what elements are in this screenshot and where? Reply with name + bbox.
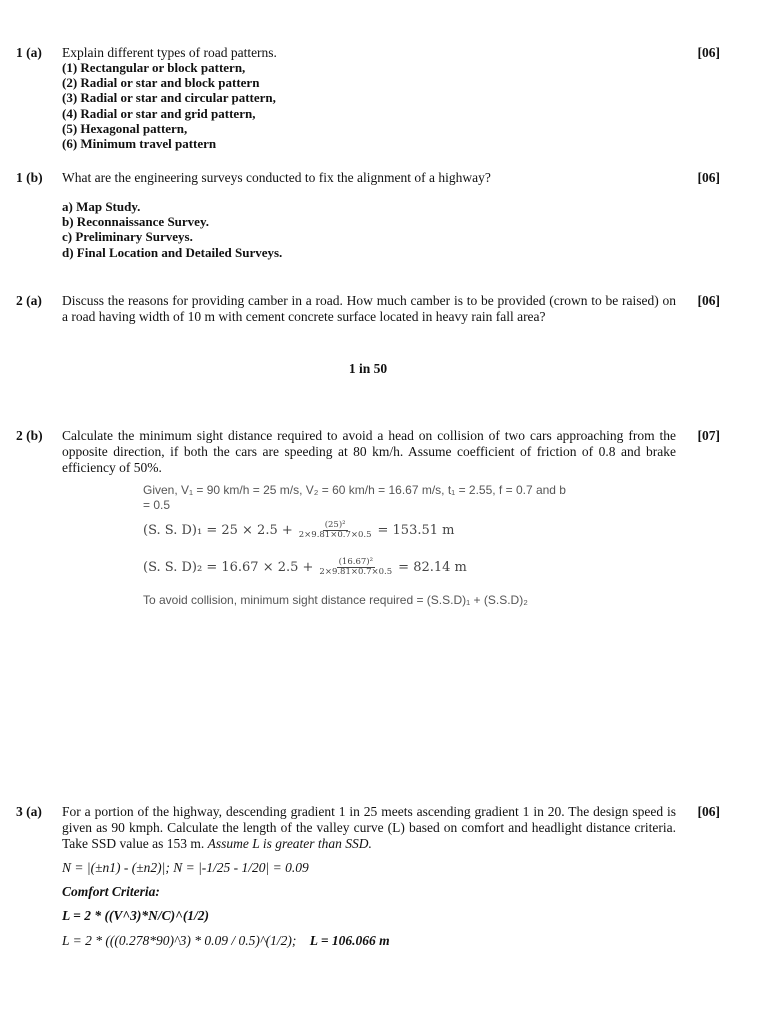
n-calculation: N = |(±n1) - (±n2)|; N = |-1/25 - 1/20| = 0.09 [62,860,309,875]
equation-lhs: (S. S. D)₁ = 25 × 2.5 + [143,523,293,538]
ssd2-equation [143,558,467,577]
answer-list [62,199,282,260]
question-body: For a portion of the highway, descending gradient 1 in 25 meets ascending gradient 1 in 20. The design speed is given as 90 kmph. Calculate the length of the valley curve (L) based on comfort and headlight distance criteria. Take SSD value as 153 m. [62,804,676,851]
question-text: Explain different types of road patterns. [62,45,277,60]
marks: [06] [697,804,720,819]
list-item: (3) Radial or star and circular pattern, [62,90,276,106]
fraction [297,521,374,540]
equation-rhs: = 82.14 m [398,560,467,575]
question-text: What are the engineering surveys conducted to fix the alignment of a highway? [62,170,491,185]
question-text: Discuss the reasons for providing camber in a road. How much camber is to be provided (crown to be raised) on a road having width of 10 m with cement concrete surface located in heavy rain fall area? [62,293,676,324]
ssd1-equation [143,521,454,540]
list-item: b) Reconnaissance Survey. [62,214,209,230]
marks: [06] [697,170,720,185]
list-item: (1) Rectangular or block pattern, [62,60,246,75]
comfort-criteria-heading: Comfort Criteria: [62,884,160,899]
list-item: (5) Hexagonal pattern, [62,120,188,136]
marks: [06] [697,293,720,308]
question-number: 1 (b) [16,170,43,185]
list-item: d) Final Location and Detailed Surveys. [62,244,283,260]
denominator: 2×9.81×0.7×0.5 [298,530,372,540]
equation-lhs: (S. S. D)₂ = 16.67 × 2.5 + [143,560,314,575]
marks: [06] [697,45,720,60]
numerator: (16.67)² [338,557,373,567]
length-calculation [62,933,390,949]
list-item: (2) Radial or star and block pattern [62,75,260,91]
marks: [07] [697,428,720,443]
fraction [317,558,394,577]
answer-list [62,60,276,151]
comfort-formula: L = 2 * ((V^3)*N/C)^(1/2) [62,908,210,923]
list-item: (4) Radial or star and grid pattern, [62,105,256,121]
list-item: (6) Minimum travel pattern [62,136,217,152]
question-number: 2 (b) [16,428,43,443]
assumption: Assume L is greater than SSD. [207,836,372,851]
result: L = 106.066 m [309,933,390,948]
list-item: a) Map Study. [62,199,141,214]
question-text: Calculate the minimum sight distance required to avoid a head on collision of two cars approaching from the opposite direction, if both the cars are speeding at 80 km/h. Assume coefficient of friction of 0.8 and brake efficiency of 50%. [62,428,676,475]
question-text [62,804,676,852]
answer: 1 in 50 [348,361,388,376]
list-item: c) Preliminary Surveys. [62,229,193,245]
question-number: 3 (a) [16,804,42,819]
denominator: 2×9.81×0.7×0.5 [319,567,393,577]
calc-expression: L = 2 * (((0.278*90)^3) * 0.09 / 0.5)^(1/2); [62,933,297,948]
given-values-cont: = 0.5 [143,498,171,512]
given-values: Given, V₁ = 90 km/h = 25 m/s, V₂ = 60 km/h = 16.67 m/s, t₁ = 2.55, f = 0.7 and b [143,483,566,497]
numerator: (25)² [324,520,346,530]
question-number: 1 (a) [16,45,42,60]
question-number: 2 (a) [16,293,42,308]
conclusion: To avoid collision, minimum sight distance required = (S.S.D)₁ + (S.S.D)₂ [143,593,528,607]
equation-rhs: = 153.51 m [377,523,455,538]
